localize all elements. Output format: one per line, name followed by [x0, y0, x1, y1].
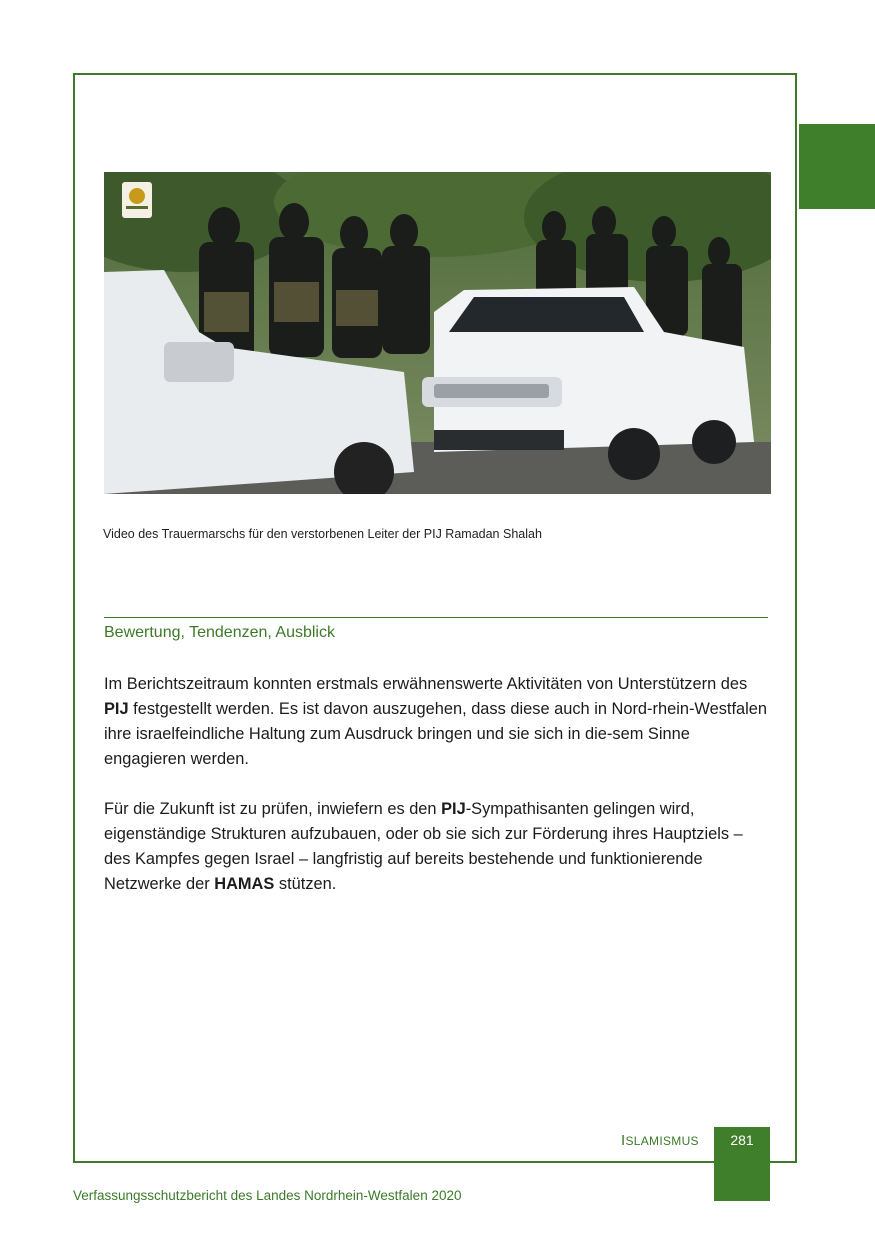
photo-caption: Video des Trauermarschs für den verstorbenen Leiter der PIJ Ramadan Shalah: [103, 527, 542, 541]
paragraph-text: Für die Zukunft ist zu prüfen, inwiefern es den: [104, 800, 442, 818]
chapter-tab-marker: [799, 124, 875, 209]
body-paragraph-2: [104, 797, 772, 897]
page-number: 281: [730, 1132, 754, 1148]
footer-title: Verfassungsschutzbericht des Landes Nordrhein-Westfalen 2020: [73, 1188, 462, 1203]
paragraph-text: stützen.: [274, 875, 337, 893]
section-divider: [104, 617, 768, 618]
paragraph-emphasis: HAMAS: [214, 875, 275, 893]
paragraph-text: Im Berichtszeitraum konnten erstmals erwähnenswerte Aktivitäten von Unterstützern des: [104, 675, 748, 693]
photo-illustration: [104, 172, 771, 494]
running-head-chapter: [621, 1132, 699, 1149]
news-photo: [104, 172, 771, 494]
paragraph-text: -Sympathisanten gelingen wird, eigenständige Strukturen aufzubauen, oder ob sie sich zur Förderung ihres Hauptziels – des Kampfes gegen Israel – langfristig auf bereits bestehende und funktionierende Netzwerke der: [104, 800, 743, 893]
section-heading: Bewertung, Tendenzen, Ausblick: [104, 624, 335, 641]
paragraph-emphasis: PIJ: [104, 700, 129, 718]
page-number-box: [714, 1127, 770, 1201]
body-paragraph-1: [104, 672, 772, 772]
paragraph-emphasis: PIJ: [441, 800, 466, 818]
paragraph-text: festgestellt werden. Es ist davon auszugehen, dass diese auch in Nord-rhein-Westfalen ihre israelfeindliche Haltung zum Ausdruck bringen und sie sich in die-sem Sinne engagieren werden.: [104, 700, 767, 768]
running-head-initial: I: [621, 1132, 626, 1149]
running-head-rest: SLAMISMUS: [625, 1134, 699, 1148]
